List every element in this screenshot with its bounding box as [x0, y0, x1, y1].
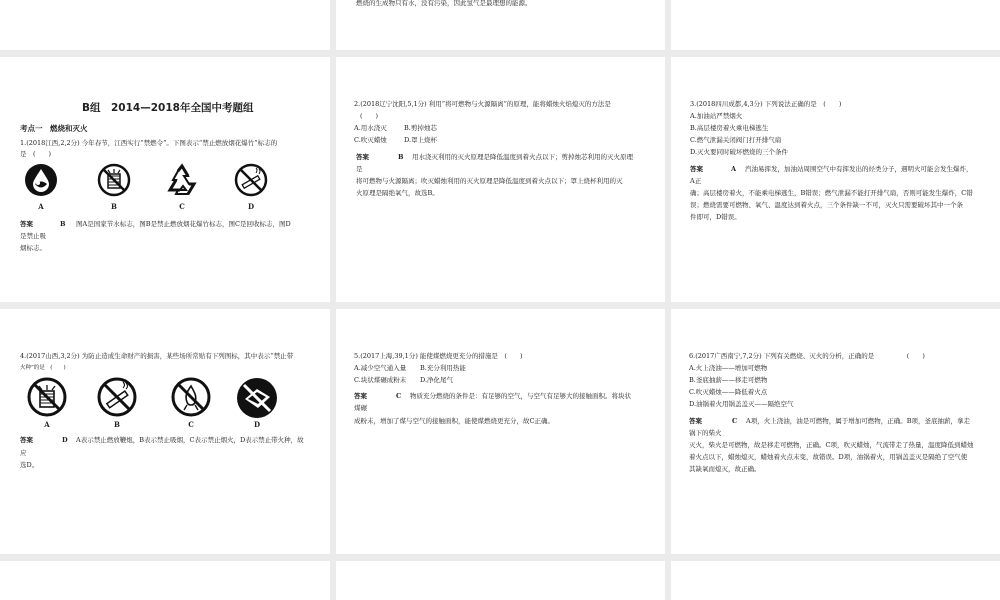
- slide-text: 燃烧的生成物只有水，没有污染，因此氢气是最理想的能源。: [356, 0, 532, 7]
- answer-text: 烟标志。: [20, 244, 46, 252]
- answer-text: 成粉末，增加了煤与空气的接触面积，能使煤燃烧更充分，故C正确。: [354, 417, 554, 425]
- slide-bottom-left[interactable]: [0, 561, 330, 600]
- slide-top-right[interactable]: [671, 0, 1000, 50]
- answer-text: A表示禁止燃放鞭炮，B表示禁止吸烟，C表示禁止烟火，D表示禁止带火种，故: [76, 436, 304, 444]
- option-a: A.火上浇油——增加可燃物: [689, 364, 768, 372]
- option-label: D: [253, 420, 261, 429]
- answer-label: 答案: [690, 165, 703, 173]
- option-a: A.用水浇灭: [354, 124, 387, 132]
- no-open-flame-sign-icon: [171, 377, 211, 417]
- answer-label: 答案: [356, 153, 369, 161]
- option-label: D: [247, 202, 255, 211]
- no-smoking-sign-icon: [97, 377, 137, 417]
- no-smoking-sign-icon: [234, 163, 268, 197]
- water-saving-sign-icon: [24, 163, 58, 197]
- no-tinder-sign-icon: [236, 377, 278, 419]
- slide-bottom-middle[interactable]: [336, 561, 665, 600]
- slide-q1[interactable]: [0, 57, 330, 302]
- answer-text: 将可燃物与火源隔离；吹灭蜡烛利用的灭火原理是降低温度到着火点以下；罩上烧杯利用的灭: [356, 177, 623, 185]
- option-d: D.灭火要同时破坏燃烧的三个条件: [690, 148, 789, 156]
- slide-q6[interactable]: [671, 309, 1000, 554]
- answer-text: 锅下的柴火: [689, 429, 722, 437]
- answer-text: 选D。: [20, 461, 39, 469]
- option-label: A: [44, 420, 50, 429]
- answer-text: 是禁止吸: [20, 232, 46, 240]
- answer-text: 物质充分燃烧的条件是：有足够的空气，与空气有足够大的接触面积。将块状: [410, 392, 631, 400]
- slide-q5[interactable]: [336, 309, 665, 554]
- option-label: C: [188, 420, 194, 429]
- question-text: 6.(2017广西南宁,7,2分) 下列有关燃烧、灭火的分析，正确的是 ( ): [689, 352, 925, 360]
- question-text: ( ): [360, 112, 379, 120]
- answer-text: 件即可，D错误。: [690, 213, 741, 221]
- slide-q3[interactable]: [671, 57, 1000, 302]
- no-fireworks-sign-icon: [27, 377, 67, 417]
- answer-text: A项，火上浇油，油是可燃物，属于增加可燃物，正确。B项，釜底抽薪，拿走: [746, 417, 970, 425]
- question-text: 4.(2017山西,3,2分) 为防止造成生命财产的损害，某些场所常贴有下列图标，其中表示“禁止带: [20, 352, 294, 360]
- question-text: 3.(2018四川成都,4,3分) 下列说法正确的是 ( ): [690, 100, 842, 108]
- option-c: C.吹灭蜡烛——降低着火点: [689, 388, 768, 396]
- answer-label: 答案: [20, 220, 33, 228]
- answer-text: 汽油易挥发，加油站周围空气中有挥发出的烃类分子，遇明火可能会发生爆炸，: [745, 165, 973, 173]
- answer-letter: C: [396, 392, 402, 400]
- slide-q2[interactable]: [336, 57, 665, 302]
- question-text: 火种”的是 ( ): [20, 365, 66, 371]
- answer-text: 煤碾: [354, 404, 367, 412]
- answer-text: 用水浇灭利用的灭火原理是降低温度到着火点以下；剪掉烛芯利用的灭火原理: [412, 153, 633, 161]
- slide-q4[interactable]: [0, 309, 330, 554]
- answer-text: 图A是国家节水标志，图B是禁止燃放烟花爆竹标志，图C是回收标志，图D: [76, 220, 291, 228]
- option-b: B.剪掉烛芯: [404, 124, 437, 132]
- option-b: B.高层楼房着火乘电梯逃生: [690, 124, 769, 132]
- answer-label: 答案: [689, 417, 702, 425]
- slide-top-left[interactable]: [0, 0, 330, 50]
- no-fireworks-sign-icon: [97, 163, 131, 197]
- question-text: 2.(2018辽宁沈阳,5,1分) 利用“将可燃物与火源隔离”的原理，能将蜡烛火焰熄灭的方法是: [354, 100, 611, 108]
- option-label: B: [111, 202, 117, 211]
- answer-text: 应: [20, 449, 27, 457]
- answer-text: 着火点以下，蜡烛熄灭，蜡烛着火点未变，故错误。D项，油锅着火，用锅盖盖灭是隔绝了空气使: [689, 453, 968, 461]
- option-label: A: [38, 202, 44, 211]
- option-b: B.釜底抽薪——移走可燃物: [689, 376, 768, 384]
- option-d: D.油锅着火用锅盖盖灭——隔绝空气: [689, 400, 794, 408]
- answer-label: 答案: [354, 392, 367, 400]
- answer-letter: C: [732, 417, 738, 425]
- option-a: A.减少空气通入量: [354, 364, 407, 372]
- answer-text: A正: [690, 177, 702, 185]
- answer-text: 灭火，柴火是可燃物，故是移走可燃物，正确。C项，吹灭蜡烛，气流带走了热量，温度降低到蜡烛: [689, 441, 974, 449]
- option-c: C.燃气泄漏关闭阀门打开排气扇: [690, 136, 782, 144]
- option-a: A.加油站严禁烟火: [690, 112, 743, 120]
- question-text: 1.(2018江西,2,2分) 今年春节，江西实行“禁燃令”。下图表示“禁止燃放烟花爆竹”标志的: [20, 139, 278, 147]
- option-b: B.充分利用热能: [420, 364, 466, 372]
- slide-bottom-right[interactable]: [671, 561, 1000, 600]
- recycling-sign-icon: [164, 162, 200, 198]
- answer-letter: A: [731, 165, 737, 173]
- section-title: 考点一 燃烧和灭火: [20, 124, 88, 133]
- answer-text: 是: [356, 165, 363, 173]
- option-c: C.吹灭蜡烛: [354, 136, 387, 144]
- answer-text: 确；高层楼房着火，不能乘电梯逃生，B错误；燃气泄漏不能打开排气扇，否则可能发生爆炸，C错: [690, 189, 973, 197]
- answer-label: 答案: [20, 436, 33, 444]
- answer-text: 误；燃烧需要可燃物、氧气、温度达到着火点，三个条件缺一不可，灭火只需要破坏其中一个条: [690, 201, 963, 209]
- answer-letter: B: [60, 220, 66, 228]
- slide-top-middle[interactable]: [336, 0, 665, 50]
- option-label: C: [179, 202, 185, 211]
- question-text: 5.(2017上海,39,1分) 能使煤燃烧更充分的措施是 ( ): [354, 352, 523, 360]
- answer-text: 火原理是隔绝氧气，故选B。: [356, 189, 439, 197]
- option-d: D.罩上烧杯: [404, 136, 438, 144]
- answer-letter: B: [398, 153, 404, 161]
- group-title: B组 2014—2018年全国中考题组: [82, 102, 254, 114]
- option-label: B: [114, 420, 120, 429]
- answer-letter: D: [62, 436, 68, 444]
- question-text: 是 ( ): [20, 150, 52, 158]
- option-c: C.块状煤碾成粉末: [354, 376, 407, 384]
- answer-text: 其缺氧而熄灭，故正确。: [689, 465, 761, 473]
- option-d: D.净化尾气: [420, 376, 454, 384]
